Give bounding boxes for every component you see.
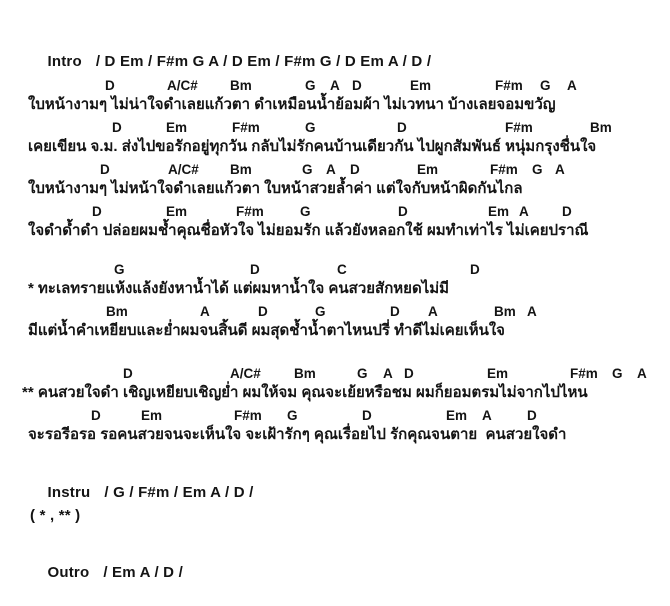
chord: Em xyxy=(166,204,188,219)
chord: F#m xyxy=(236,204,264,219)
chord: Em xyxy=(410,78,432,93)
chord: Em xyxy=(446,408,468,423)
chord: A xyxy=(330,78,340,93)
chord: A xyxy=(527,304,537,319)
chord-row xyxy=(0,204,670,220)
lyric-line: ใจดำด้ำดำ ปล่อยผมช้ำคุณชื่อหัวใจ ไม่ยอมรัก แล้วยังหลอกใช้ ผมทำเท่าไร ไม่เคยปราณี xyxy=(28,222,589,239)
chord: G xyxy=(305,120,316,135)
chord: G xyxy=(315,304,326,319)
intro-label: Intro xyxy=(47,53,82,70)
lyric-line: จะรอรีอรอ รอคนสวยจนจะเห็นใจ จะเฝ้ารักๆ คุณเรื่อยไป รักคุณจนตาย คนสวยใจดำ xyxy=(28,426,567,443)
chord: D xyxy=(258,304,268,319)
chord: Bm xyxy=(230,162,252,177)
repeat-note: ( * , ** ) xyxy=(30,507,81,524)
chord: D xyxy=(350,162,360,177)
chord: G xyxy=(287,408,298,423)
chord: F#m xyxy=(495,78,523,93)
chord: A xyxy=(567,78,577,93)
chord: G xyxy=(300,204,311,219)
chord: G xyxy=(540,78,551,93)
chord: D xyxy=(404,366,414,381)
chord: A xyxy=(482,408,492,423)
chord: Em xyxy=(488,204,510,219)
chord: G xyxy=(612,366,623,381)
chord-row xyxy=(0,262,670,278)
chord: Em xyxy=(417,162,439,177)
chord: A xyxy=(428,304,438,319)
chord-row xyxy=(0,162,670,178)
chord: D xyxy=(105,78,115,93)
chord: F#m xyxy=(232,120,260,135)
chord-row xyxy=(0,120,670,136)
chord: A xyxy=(637,366,647,381)
chord: Bm xyxy=(494,304,516,319)
instru-label: Instru xyxy=(47,484,91,501)
lyric-line: เคยเขียน จ.ม. ส่งไปขอรักอยู่ทุกวัน กลับไม่รักคนบ้านเดียวกัน ไปผูกสัมพันธ์ หนุ่มกรุงชื่นใจ xyxy=(28,138,597,155)
chord-row xyxy=(0,366,670,382)
chord: D xyxy=(112,120,122,135)
chord: F#m xyxy=(234,408,262,423)
chord: D xyxy=(527,408,537,423)
chord: G xyxy=(532,162,543,177)
lyric-line: ใบหน้างามๆ ไม่หน้าใจดำเลยแก้วตา ใบหน้าสวยล้ำค่า แต่ใจกับหน้าผิดกันไกล xyxy=(28,180,523,197)
intro-chords: / D Em / F#m G A / D Em / F#m G / D Em A / D / xyxy=(95,53,432,70)
chord: Em xyxy=(166,120,188,135)
chord-row xyxy=(0,78,670,94)
chord: G xyxy=(305,78,316,93)
lyric-line: ใบหน้างามๆ ไม่น่าใจดำเลยแก้วตา ดำเหมือนน้ำย้อมผ้า ไม่เวทนา บ้างเลยจอมขวัญ xyxy=(28,96,556,113)
chord: Em xyxy=(141,408,163,423)
chord-row xyxy=(0,304,670,320)
chord: D xyxy=(100,162,110,177)
chord: G xyxy=(357,366,368,381)
chord: A xyxy=(383,366,393,381)
instru-chords: / G / F#m / Em A / D / xyxy=(104,484,254,501)
chord: D xyxy=(123,366,133,381)
chord: A/C# xyxy=(167,78,198,93)
chord: A/C# xyxy=(168,162,199,177)
outro-line xyxy=(30,547,183,598)
chord: D xyxy=(92,204,102,219)
chord: D xyxy=(91,408,101,423)
chord: D xyxy=(470,262,480,277)
chord-row xyxy=(0,408,670,424)
chord: A/C# xyxy=(230,366,261,381)
chord: D xyxy=(390,304,400,319)
chord: F#m xyxy=(505,120,533,135)
chord: D xyxy=(397,120,407,135)
chord: F#m xyxy=(490,162,518,177)
chord: D xyxy=(562,204,572,219)
chord: Bm xyxy=(106,304,128,319)
chord: D xyxy=(398,204,408,219)
chord: Bm xyxy=(230,78,252,93)
chord: D xyxy=(362,408,372,423)
chord: F#m xyxy=(570,366,598,381)
chord: A xyxy=(326,162,336,177)
chord: A xyxy=(555,162,565,177)
chord: Bm xyxy=(590,120,612,135)
chord: Bm xyxy=(294,366,316,381)
lyric-line: ** คนสวยใจดำ เชิญเหยียบเชิญย่ำ ผมให้จม คุณจะเย้ยหรือชม ผมก็ยอมตรมไม่จากไปไหน xyxy=(22,384,588,401)
chord: G xyxy=(114,262,125,277)
chord: G xyxy=(302,162,313,177)
chord: D xyxy=(352,78,362,93)
outro-label: Outro xyxy=(47,564,90,581)
outro-chords: / Em A / D / xyxy=(103,564,183,581)
lyric-line: มีแต่น้ำคำเหยียบและย่ำผมจนสิ้นดี ผมสุดช้ำน้ำตาไหนปรี่ ทำดีไม่เคยเห็นใจ xyxy=(28,322,505,339)
chord: D xyxy=(250,262,260,277)
chord: A xyxy=(200,304,210,319)
lyric-line: * ทะเลทรายแห้งแล้งยังหาน้ำได้ แต่ผมหาน้ำใจ คนสวยสักหยดไม่มี xyxy=(28,280,450,297)
chord: Em xyxy=(487,366,509,381)
chord: C xyxy=(337,262,347,277)
chord: A xyxy=(519,204,529,219)
